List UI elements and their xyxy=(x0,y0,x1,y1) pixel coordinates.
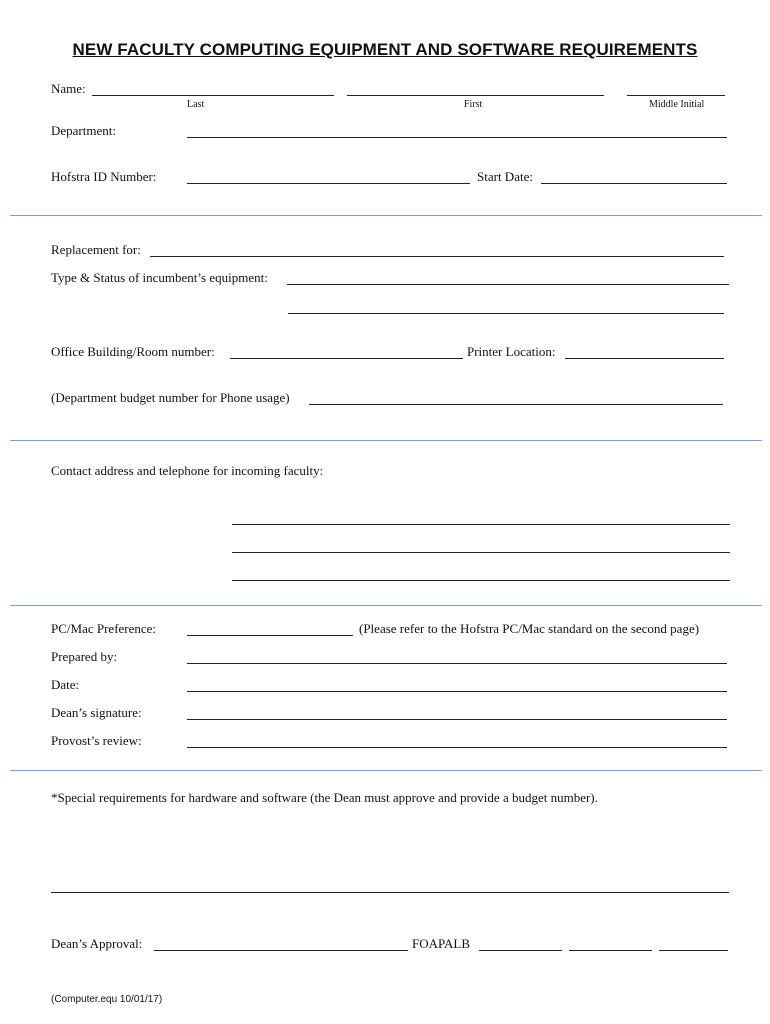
prepared-by-label: Prepared by: xyxy=(51,649,118,664)
form-title: NEW FACULTY COMPUTING EQUIPMENT AND SOFTWARE REQUIREMENTS xyxy=(72,40,698,59)
date-label: Date: xyxy=(51,677,80,692)
form-footer-code: (Computer.equ 10/01/17) xyxy=(51,994,163,1005)
start-date-label: Start Date: xyxy=(477,169,533,184)
first-caption: First xyxy=(464,99,483,110)
provost-review-label: Provost’s review: xyxy=(51,733,142,748)
last-caption: Last xyxy=(187,99,205,110)
type-status-field[interactable] xyxy=(287,284,729,285)
start-date-field[interactable] xyxy=(541,183,727,184)
middle-initial-caption: Middle Initial xyxy=(649,99,705,110)
foapalb-field-2[interactable] xyxy=(569,950,652,951)
type-status-label: Type & Status of incumbent’s equipment: xyxy=(51,270,268,285)
department-label: Department: xyxy=(51,123,116,138)
section-divider xyxy=(10,770,762,771)
name-label: Name: xyxy=(51,81,86,96)
first-name-field[interactable] xyxy=(347,95,604,96)
printer-location-label: Printer Location: xyxy=(467,344,556,359)
date-field[interactable] xyxy=(187,691,727,692)
section-divider xyxy=(10,215,762,216)
pc-mac-note: (Please refer to the Hofstra PC/Mac standard on the second page) xyxy=(359,621,700,636)
replacement-field[interactable] xyxy=(150,256,724,257)
contact-label: Contact address and telephone for incoming faculty: xyxy=(51,463,324,478)
special-requirements-label: *Special requirements for hardware and software (the Dean must approve and provide a budget number). xyxy=(51,790,598,805)
contact-field-2[interactable] xyxy=(232,552,730,553)
dean-approval-label: Dean’s Approval: xyxy=(51,936,143,951)
pc-mac-field[interactable] xyxy=(187,635,353,636)
printer-location-field[interactable] xyxy=(565,358,724,359)
last-name-field[interactable] xyxy=(92,95,334,96)
middle-initial-field[interactable] xyxy=(627,95,725,96)
phone-budget-label: (Department budget number for Phone usage) xyxy=(51,390,290,405)
special-requirements-field[interactable] xyxy=(51,892,729,893)
replacement-label: Replacement for: xyxy=(51,242,141,257)
type-status-field-2[interactable] xyxy=(288,313,724,314)
foapalb-field-1[interactable] xyxy=(479,950,562,951)
phone-budget-field[interactable] xyxy=(309,404,723,405)
department-field[interactable] xyxy=(187,137,727,138)
provost-review-field[interactable] xyxy=(187,747,727,748)
section-divider xyxy=(10,440,762,441)
foapalb-field-3[interactable] xyxy=(659,950,728,951)
pc-mac-label: PC/Mac Preference: xyxy=(51,621,157,636)
office-field[interactable] xyxy=(230,358,463,359)
hofstra-id-label: Hofstra ID Number: xyxy=(51,169,157,184)
section-divider xyxy=(10,605,762,606)
dean-signature-field[interactable] xyxy=(187,719,727,720)
contact-field-3[interactable] xyxy=(232,580,730,581)
foapalb-label: FOAPALB xyxy=(412,936,471,951)
hofstra-id-field[interactable] xyxy=(187,183,470,184)
dean-signature-label: Dean’s signature: xyxy=(51,705,142,720)
dean-approval-field[interactable] xyxy=(154,950,408,951)
prepared-by-field[interactable] xyxy=(187,663,727,664)
office-label: Office Building/Room number: xyxy=(51,344,215,359)
contact-field-1[interactable] xyxy=(232,524,730,525)
